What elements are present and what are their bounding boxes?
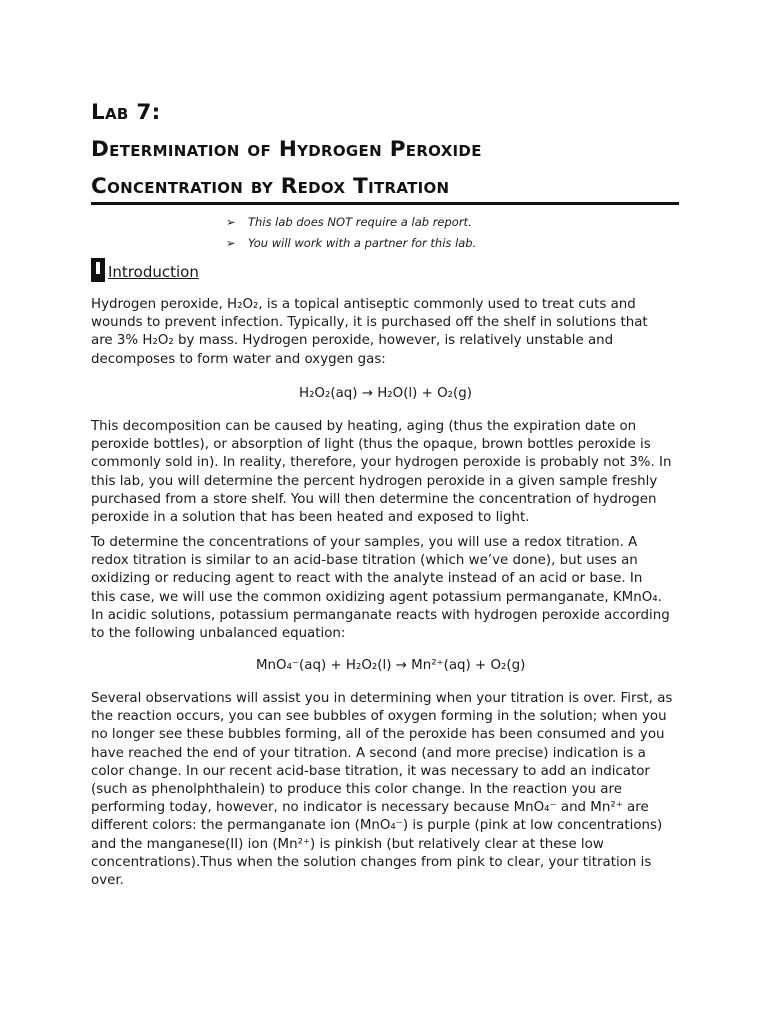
paragraph-line: This decomposition can be caused by heating, aging (thus the expiration date on bbox=[91, 419, 637, 434]
paragraph-line: this lab, you will determine the percent hydrogen peroxide in a given sample freshly bbox=[91, 473, 658, 489]
section-title: Introduction bbox=[108, 263, 199, 281]
paragraph-2 bbox=[91, 418, 681, 527]
title-line-3: Concentration by Redox Titration bbox=[91, 174, 450, 199]
paragraph-line: different colors: the permanganate ion (MnO₄⁻) is purple (pink at low concentrations) bbox=[91, 818, 663, 834]
paragraph-line: oxidizing or reducing agent to react with the analyte instead of an acid or base. In bbox=[91, 571, 643, 587]
paragraph-line: performing today, however, no indicator is necessary because MnO₄⁻ and Mn²⁺ are bbox=[91, 800, 649, 816]
lab-notes-list bbox=[226, 212, 476, 254]
lab-note-text: You will work with a partner for this lab. bbox=[248, 236, 477, 250]
paragraph-line: Several observations will assist you in determining when your titration is over. First, as bbox=[91, 691, 673, 706]
title-divider bbox=[91, 202, 679, 205]
paragraph-line: To determine the concentrations of your samples, you will use a redox titration. A bbox=[91, 535, 638, 550]
paragraph-line: have reached the end of your titration. A second (and more precise) indication is a bbox=[91, 745, 646, 761]
title-line-2: Determination of Hydrogen Peroxide bbox=[91, 137, 482, 162]
arrow-bullet-icon: ➢ bbox=[226, 215, 236, 229]
paragraph-line: the reaction occurs, you can see bubbles of oxygen forming in the solution; when you bbox=[91, 709, 667, 725]
paragraph-line: wounds to prevent infection. Typically, it is purchased off the shelf in solutions that bbox=[91, 315, 648, 331]
paragraph-line: over. bbox=[91, 873, 124, 889]
decomposition-equation: H₂O₂(aq) → H₂O(l) + O₂(g) bbox=[299, 386, 472, 401]
paragraph-line: to the following unbalanced equation: bbox=[91, 626, 346, 642]
paragraph-line: In acidic solutions, potassium permanganate reacts with hydrogen peroxide according bbox=[91, 607, 670, 623]
paragraph-line: this case, we will use the common oxidizing agent potassium permanganate, KMnO₄. bbox=[91, 589, 662, 605]
paragraph-4 bbox=[91, 690, 681, 890]
lab-note-item bbox=[226, 212, 476, 233]
section-marker-icon bbox=[91, 258, 105, 282]
paragraph-line: peroxide in a solution that has been heated and exposed to light. bbox=[91, 510, 530, 526]
paragraph-line: no longer see these bubbles forming, all of the peroxide has been consumed and you bbox=[91, 727, 665, 743]
paragraph-line: purchased from a store shelf. You will then determine the concentration of hydrogen bbox=[91, 491, 657, 507]
paragraph-line: (such as phenolphthalein) to produce this color change. In the reaction you are bbox=[91, 782, 622, 798]
paragraph-line: color change. In our recent acid-base titration, it was necessary to add an indicator bbox=[91, 763, 650, 779]
title-line-1: Lab 7: bbox=[91, 100, 161, 125]
lab-note-item bbox=[226, 233, 476, 254]
arrow-bullet-icon: ➢ bbox=[226, 236, 236, 250]
paragraph-3 bbox=[91, 534, 681, 643]
paragraph-line: concentrations).Thus when the solution changes from pink to clear, your titration is bbox=[91, 854, 652, 870]
paragraph-1 bbox=[91, 296, 681, 369]
lab-note-text: This lab does NOT require a lab report. bbox=[248, 215, 472, 229]
paragraph-line: Hydrogen peroxide, H₂O₂, is a topical antiseptic commonly used to treat cuts and bbox=[91, 297, 636, 312]
lab-title bbox=[91, 94, 679, 205]
paragraph-line: peroxide bottles), or absorption of light (thus the opaque, brown bottles peroxide is bbox=[91, 437, 651, 453]
paragraph-line: are 3% H₂O₂ by mass. Hydrogen peroxide, however, is relatively unstable and bbox=[91, 333, 614, 349]
paragraph-line: commonly sold in). In reality, therefore, your hydrogen peroxide is probably not 3%. In bbox=[91, 455, 672, 471]
redox-equation: MnO₄⁻(aq) + H₂O₂(l) → Mn²⁺(aq) + O₂(g) bbox=[256, 658, 526, 673]
paragraph-line: and the manganese(II) ion (Mn²⁺) is pinkish (but relatively clear at these low bbox=[91, 836, 604, 852]
paragraph-line: redox titration is similar to an acid-base titration (which we’ve done), but uses an bbox=[91, 553, 638, 569]
paragraph-line: decomposes to form water and oxygen gas: bbox=[91, 351, 386, 367]
